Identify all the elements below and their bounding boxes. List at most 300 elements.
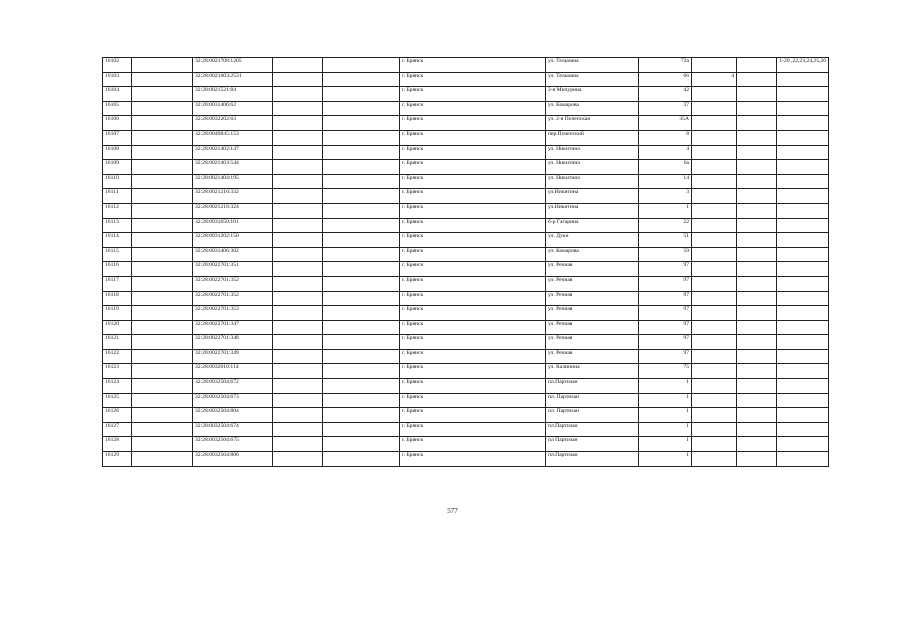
cell-field-1 bbox=[692, 276, 737, 291]
cell-field-1 bbox=[692, 291, 737, 306]
cell-street: ул. Тельмана bbox=[546, 58, 639, 73]
cell-empty bbox=[323, 349, 400, 364]
cell-record-number: 16129 bbox=[103, 452, 132, 467]
cell-empty bbox=[273, 130, 323, 145]
cell-empty bbox=[323, 218, 400, 233]
cell-street: пл.Партизан bbox=[546, 379, 639, 394]
cell-record-number: 16110 bbox=[103, 174, 132, 189]
page-number: 577 bbox=[447, 507, 458, 515]
cell-field-2 bbox=[737, 262, 777, 277]
cell-premises-numbers bbox=[777, 174, 829, 189]
cell-city: г. Брянск bbox=[400, 145, 546, 160]
cell-field-2 bbox=[737, 291, 777, 306]
cell-premises-numbers bbox=[777, 291, 829, 306]
cell-street: ул. Тельмана bbox=[546, 72, 639, 87]
cell-field-2 bbox=[737, 335, 777, 350]
cell-empty bbox=[132, 437, 193, 452]
table-row bbox=[103, 145, 829, 160]
cell-field-1 bbox=[692, 58, 737, 73]
table-row bbox=[103, 130, 829, 145]
table-row bbox=[103, 291, 829, 306]
cell-empty bbox=[273, 335, 323, 350]
table-row bbox=[103, 262, 829, 277]
cell-empty bbox=[273, 87, 323, 102]
cell-city: г. Брянск bbox=[400, 174, 546, 189]
cell-empty bbox=[132, 116, 193, 131]
cell-street: ул. Никитина bbox=[546, 174, 639, 189]
cell-field-1 bbox=[692, 393, 737, 408]
cell-cadastral-number: 32:28:0021521:84 bbox=[193, 87, 273, 102]
cell-field-2 bbox=[737, 87, 777, 102]
cell-cadastral-number: 32:28:0031406:302 bbox=[193, 247, 273, 262]
cell-empty bbox=[323, 72, 400, 87]
cell-cadastral-number: 32:28:0021216:324 bbox=[193, 203, 273, 218]
cell-field-2 bbox=[737, 379, 777, 394]
cell-field-1 bbox=[692, 101, 737, 116]
cell-street: ул. Речная bbox=[546, 276, 639, 291]
cell-empty bbox=[273, 452, 323, 467]
table-row bbox=[103, 203, 829, 218]
cell-empty bbox=[132, 291, 193, 306]
table-row bbox=[103, 189, 829, 204]
cell-empty bbox=[132, 189, 193, 204]
cell-city: г. Брянск bbox=[400, 58, 546, 73]
cell-record-number: 16122 bbox=[103, 349, 132, 364]
cell-cadastral-number: 32:28:0021603:2531 bbox=[193, 72, 273, 87]
cell-street: ул. Речная bbox=[546, 306, 639, 321]
cell-city: г. Брянск bbox=[400, 437, 546, 452]
cell-empty bbox=[273, 349, 323, 364]
cell-field-1 bbox=[692, 335, 737, 350]
cell-house-number: 35А bbox=[639, 116, 692, 131]
cell-empty bbox=[132, 130, 193, 145]
cell-record-number: 16109 bbox=[103, 160, 132, 175]
table-row bbox=[103, 320, 829, 335]
cell-empty bbox=[323, 276, 400, 291]
cell-field-2 bbox=[737, 174, 777, 189]
table-row bbox=[103, 87, 829, 102]
cell-empty bbox=[323, 233, 400, 248]
cell-cadastral-number: 32:28:0021402:147 bbox=[193, 145, 273, 160]
cell-cadastral-number: 32:28:0031406:62 bbox=[193, 101, 273, 116]
cell-empty bbox=[273, 174, 323, 189]
cell-empty bbox=[273, 437, 323, 452]
cell-street: ул. Комарова bbox=[546, 247, 639, 262]
cell-empty bbox=[132, 72, 193, 87]
cell-premises-numbers bbox=[777, 218, 829, 233]
cell-house-number: 42 bbox=[639, 87, 692, 102]
cell-record-number: 16107 bbox=[103, 130, 132, 145]
table-row bbox=[103, 276, 829, 291]
cell-house-number: 72а bbox=[639, 58, 692, 73]
cell-empty bbox=[132, 364, 193, 379]
cell-city: г. Брянск bbox=[400, 101, 546, 116]
cell-empty bbox=[273, 422, 323, 437]
cell-empty bbox=[273, 393, 323, 408]
cell-empty bbox=[273, 379, 323, 394]
cell-record-number: 16105 bbox=[103, 101, 132, 116]
cell-empty bbox=[273, 218, 323, 233]
cell-empty bbox=[132, 379, 193, 394]
table-row bbox=[103, 379, 829, 394]
cell-empty bbox=[323, 452, 400, 467]
cell-premises-numbers bbox=[777, 130, 829, 145]
cell-house-number: 97 bbox=[639, 320, 692, 335]
cell-cadastral-number: 32:28:0022701:348 bbox=[193, 335, 273, 350]
table-row bbox=[103, 233, 829, 248]
cell-street: ул. Речная bbox=[546, 262, 639, 277]
cell-empty bbox=[132, 233, 193, 248]
cell-house-number: 1 bbox=[639, 408, 692, 423]
cell-empty bbox=[132, 408, 193, 423]
cell-empty bbox=[273, 306, 323, 321]
cell-record-number: 16118 bbox=[103, 291, 132, 306]
cell-field-2 bbox=[737, 145, 777, 160]
cell-house-number: 1 bbox=[639, 379, 692, 394]
cell-house-number: 97 bbox=[639, 291, 692, 306]
cell-city: г. Брянск bbox=[400, 203, 546, 218]
cell-field-1 bbox=[692, 87, 737, 102]
cell-record-number: 16115 bbox=[103, 247, 132, 262]
cell-cadastral-number: 32:28:0032504:806 bbox=[193, 452, 273, 467]
cell-city: г. Брянск bbox=[400, 276, 546, 291]
cell-city: г. Брянск bbox=[400, 306, 546, 321]
cell-street: пл.Партизан bbox=[546, 422, 639, 437]
cell-city: г. Брянск bbox=[400, 262, 546, 277]
cell-street: пл. Партизан bbox=[546, 393, 639, 408]
cell-field-2 bbox=[737, 452, 777, 467]
cell-empty bbox=[323, 306, 400, 321]
cell-house-number: 1 bbox=[639, 437, 692, 452]
cell-premises-numbers bbox=[777, 189, 829, 204]
registry-table-body bbox=[103, 58, 829, 467]
cell-record-number: 16104 bbox=[103, 87, 132, 102]
cell-record-number: 16121 bbox=[103, 335, 132, 350]
cell-empty bbox=[323, 203, 400, 218]
cell-record-number: 16112 bbox=[103, 203, 132, 218]
cell-empty bbox=[273, 160, 323, 175]
cell-house-number: 97 bbox=[639, 306, 692, 321]
cell-cadastral-number: 32:28:0021403:544 bbox=[193, 160, 273, 175]
cell-cadastral-number: 32:28:0022701:351 bbox=[193, 262, 273, 277]
cell-field-2 bbox=[737, 101, 777, 116]
cell-empty bbox=[323, 291, 400, 306]
cell-city: г. Брянск bbox=[400, 291, 546, 306]
cell-street: ул. 2-я Почепская bbox=[546, 116, 639, 131]
cell-city: г. Брянск bbox=[400, 393, 546, 408]
cell-city: г. Брянск bbox=[400, 364, 546, 379]
cell-empty bbox=[323, 174, 400, 189]
cell-empty bbox=[273, 262, 323, 277]
cell-empty bbox=[323, 320, 400, 335]
cell-cadastral-number: 32:28:0032202:63 bbox=[193, 116, 273, 131]
cell-empty bbox=[273, 364, 323, 379]
cell-field-1 bbox=[692, 320, 737, 335]
cell-field-2 bbox=[737, 276, 777, 291]
cell-house-number: 97 bbox=[639, 335, 692, 350]
cell-empty bbox=[323, 189, 400, 204]
cell-premises-numbers bbox=[777, 452, 829, 467]
cell-empty bbox=[323, 262, 400, 277]
cell-house-number: 97 bbox=[639, 276, 692, 291]
cell-empty bbox=[132, 87, 193, 102]
cell-city: г. Брянск bbox=[400, 422, 546, 437]
table-row bbox=[103, 101, 829, 116]
cell-house-number: 1 bbox=[639, 203, 692, 218]
cell-street: ул. Никитина bbox=[546, 145, 639, 160]
cell-cadastral-number: 32:28:0021216:332 bbox=[193, 189, 273, 204]
cell-cadastral-number: 32:28:0040845:153 bbox=[193, 130, 273, 145]
cell-premises-numbers bbox=[777, 145, 829, 160]
cell-field-2 bbox=[737, 58, 777, 73]
cell-city: г. Брянск bbox=[400, 160, 546, 175]
cell-house-number: 59 bbox=[639, 247, 692, 262]
cell-city: г. Брянск bbox=[400, 349, 546, 364]
cell-street: ул. Речная bbox=[546, 335, 639, 350]
cell-record-number: 16127 bbox=[103, 422, 132, 437]
cell-field-2 bbox=[737, 393, 777, 408]
cell-house-number: 14 bbox=[639, 174, 692, 189]
cell-empty bbox=[132, 101, 193, 116]
cell-record-number: 16128 bbox=[103, 437, 132, 452]
cell-cadastral-number: 32:28:0031650:101 bbox=[193, 218, 273, 233]
cell-cadastral-number: 32:28:0032010:114 bbox=[193, 364, 273, 379]
cell-record-number: 16113 bbox=[103, 218, 132, 233]
cell-field-2 bbox=[737, 130, 777, 145]
cell-street: пл Партизан bbox=[546, 437, 639, 452]
cell-cadastral-number: 32:28:0021708:1205 bbox=[193, 58, 273, 73]
cell-field-1 bbox=[692, 247, 737, 262]
cell-city: г. Брянск bbox=[400, 116, 546, 131]
cell-empty bbox=[323, 130, 400, 145]
table-row bbox=[103, 247, 829, 262]
cell-field-1 bbox=[692, 218, 737, 233]
cell-house-number: 1 bbox=[639, 422, 692, 437]
cell-cadastral-number: 32:28:0022701:352 bbox=[193, 276, 273, 291]
cell-premises-numbers bbox=[777, 203, 829, 218]
cell-field-1 bbox=[692, 203, 737, 218]
cell-street: ул. Калинина bbox=[546, 364, 639, 379]
cell-empty bbox=[323, 58, 400, 73]
cell-premises-numbers bbox=[777, 379, 829, 394]
cell-street: ул.Никитина bbox=[546, 189, 639, 204]
cell-field-2 bbox=[737, 306, 777, 321]
cell-premises-numbers bbox=[777, 247, 829, 262]
cell-field-2 bbox=[737, 422, 777, 437]
cell-street: ул. Речная bbox=[546, 291, 639, 306]
table-row bbox=[103, 72, 829, 87]
cell-street: пл.Партизан bbox=[546, 452, 639, 467]
cell-house-number: 6а bbox=[639, 160, 692, 175]
cell-empty bbox=[323, 101, 400, 116]
cell-premises-numbers bbox=[777, 116, 829, 131]
cell-empty bbox=[273, 72, 323, 87]
cell-field-2 bbox=[737, 116, 777, 131]
cell-cadastral-number: 32:28:0032504:675 bbox=[193, 437, 273, 452]
table-row bbox=[103, 422, 829, 437]
cell-empty bbox=[273, 145, 323, 160]
cell-street: б-р Гагарина bbox=[546, 218, 639, 233]
cell-field-2 bbox=[737, 408, 777, 423]
table-row bbox=[103, 349, 829, 364]
table-row bbox=[103, 58, 829, 73]
cell-record-number: 16119 bbox=[103, 306, 132, 321]
cell-field-1 bbox=[692, 306, 737, 321]
cell-premises-numbers bbox=[777, 393, 829, 408]
cell-empty bbox=[132, 393, 193, 408]
cell-house-number: 8 bbox=[639, 130, 692, 145]
table-row bbox=[103, 218, 829, 233]
cell-premises-numbers bbox=[777, 160, 829, 175]
cell-house-number: 22 bbox=[639, 218, 692, 233]
cell-record-number: 16120 bbox=[103, 320, 132, 335]
cell-record-number: 16125 bbox=[103, 393, 132, 408]
cell-premises-numbers bbox=[777, 87, 829, 102]
cell-field-1: 4 bbox=[692, 72, 737, 87]
cell-empty bbox=[323, 364, 400, 379]
cell-city: г. Брянск bbox=[400, 247, 546, 262]
cell-field-2 bbox=[737, 72, 777, 87]
registry-table bbox=[102, 57, 829, 467]
cell-cadastral-number: 32:28:0032504:673 bbox=[193, 393, 273, 408]
cell-empty bbox=[132, 262, 193, 277]
cell-record-number: 16108 bbox=[103, 145, 132, 160]
cell-empty bbox=[273, 116, 323, 131]
cell-city: г. Брянск bbox=[400, 335, 546, 350]
cell-street: ул. Речная bbox=[546, 320, 639, 335]
cell-field-1 bbox=[692, 174, 737, 189]
cell-city: г. Брянск bbox=[400, 408, 546, 423]
cell-field-1 bbox=[692, 364, 737, 379]
cell-field-1 bbox=[692, 130, 737, 145]
cell-empty bbox=[273, 189, 323, 204]
cell-street: 2-я Мичурина bbox=[546, 87, 639, 102]
cell-record-number: 16123 bbox=[103, 364, 132, 379]
cell-premises-numbers bbox=[777, 101, 829, 116]
cell-empty bbox=[273, 408, 323, 423]
cell-city: г. Брянск bbox=[400, 379, 546, 394]
cell-field-2 bbox=[737, 437, 777, 452]
cell-empty bbox=[132, 247, 193, 262]
table-row bbox=[103, 335, 829, 350]
cell-empty bbox=[132, 160, 193, 175]
cell-cadastral-number: 32:28:0022701:347 bbox=[193, 320, 273, 335]
cell-empty bbox=[132, 335, 193, 350]
cell-house-number: 97 bbox=[639, 262, 692, 277]
cell-field-2 bbox=[737, 203, 777, 218]
cell-empty bbox=[132, 349, 193, 364]
cell-premises-numbers bbox=[777, 233, 829, 248]
cell-empty bbox=[273, 58, 323, 73]
cell-premises-numbers bbox=[777, 306, 829, 321]
cell-empty bbox=[323, 437, 400, 452]
table-row bbox=[103, 160, 829, 175]
cell-empty bbox=[323, 408, 400, 423]
cell-premises-numbers bbox=[777, 408, 829, 423]
cell-field-1 bbox=[692, 189, 737, 204]
cell-empty bbox=[273, 320, 323, 335]
cell-premises-numbers bbox=[777, 335, 829, 350]
cell-house-number: 3 bbox=[639, 189, 692, 204]
cell-empty bbox=[323, 379, 400, 394]
cell-street: пер.Почепский bbox=[546, 130, 639, 145]
cell-record-number: 16111 bbox=[103, 189, 132, 204]
cell-field-2 bbox=[737, 160, 777, 175]
cell-street: пл. Партизан bbox=[546, 408, 639, 423]
cell-premises-numbers bbox=[777, 276, 829, 291]
cell-field-2 bbox=[737, 233, 777, 248]
cell-field-1 bbox=[692, 422, 737, 437]
cell-cadastral-number: 32:28:0021404:195 bbox=[193, 174, 273, 189]
cell-record-number: 16124 bbox=[103, 379, 132, 394]
cell-empty bbox=[132, 145, 193, 160]
cell-field-1 bbox=[692, 379, 737, 394]
cell-cadastral-number: 32:28:0032504:672 bbox=[193, 379, 273, 394]
cell-empty bbox=[132, 306, 193, 321]
cell-field-1 bbox=[692, 145, 737, 160]
cell-empty bbox=[132, 320, 193, 335]
cell-empty bbox=[323, 145, 400, 160]
cell-premises-numbers bbox=[777, 72, 829, 87]
cell-cadastral-number: 32:28:0032504:674 bbox=[193, 422, 273, 437]
cell-record-number: 16114 bbox=[103, 233, 132, 248]
cell-premises-numbers bbox=[777, 320, 829, 335]
cell-house-number: 4 bbox=[639, 145, 692, 160]
table-row bbox=[103, 408, 829, 423]
cell-empty bbox=[323, 335, 400, 350]
cell-house-number: 66 bbox=[639, 72, 692, 87]
cell-field-2 bbox=[737, 189, 777, 204]
cell-empty bbox=[132, 174, 193, 189]
cell-cadastral-number: 32:28:0022701:349 bbox=[193, 349, 273, 364]
cell-field-2 bbox=[737, 349, 777, 364]
cell-empty bbox=[132, 218, 193, 233]
cell-house-number: 37 bbox=[639, 101, 692, 116]
cell-record-number: 16102 bbox=[103, 58, 132, 73]
cell-empty bbox=[323, 87, 400, 102]
table-row bbox=[103, 364, 829, 379]
cell-record-number: 16116 bbox=[103, 262, 132, 277]
table-row bbox=[103, 116, 829, 131]
cell-field-1 bbox=[692, 408, 737, 423]
cell-premises-numbers bbox=[777, 364, 829, 379]
cell-cadastral-number: 32:28:0022701:352 bbox=[193, 291, 273, 306]
cell-empty bbox=[323, 116, 400, 131]
cell-premises-numbers: 1-20 ,22,23,24,25,26 bbox=[777, 58, 829, 73]
cell-house-number: 1 bbox=[639, 452, 692, 467]
cell-record-number: 16117 bbox=[103, 276, 132, 291]
cell-record-number: 16106 bbox=[103, 116, 132, 131]
cell-house-number: 51 bbox=[639, 233, 692, 248]
table-row bbox=[103, 174, 829, 189]
cell-house-number: 97 bbox=[639, 349, 692, 364]
cell-empty bbox=[323, 247, 400, 262]
cell-street: ул. Речная bbox=[546, 349, 639, 364]
cell-city: г. Брянск bbox=[400, 189, 546, 204]
cell-field-1 bbox=[692, 116, 737, 131]
cell-house-number: 75 bbox=[639, 364, 692, 379]
cell-city: г. Брянск bbox=[400, 452, 546, 467]
cell-record-number: 16103 bbox=[103, 72, 132, 87]
table-row bbox=[103, 393, 829, 408]
cell-empty bbox=[273, 291, 323, 306]
cell-premises-numbers bbox=[777, 437, 829, 452]
cell-city: г. Брянск bbox=[400, 233, 546, 248]
cell-house-number: 1 bbox=[639, 393, 692, 408]
cell-field-2 bbox=[737, 218, 777, 233]
cell-premises-numbers bbox=[777, 349, 829, 364]
table-row bbox=[103, 306, 829, 321]
